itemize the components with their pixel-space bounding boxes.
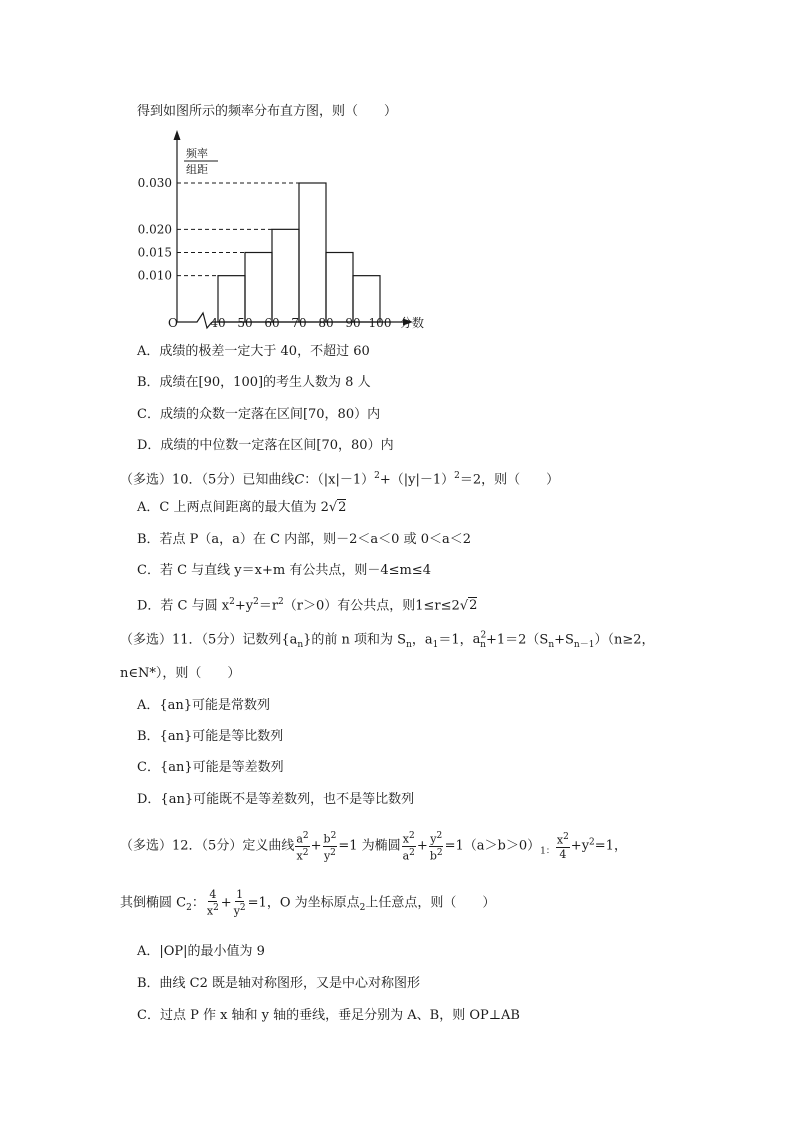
sqrt-radicand: 2 <box>338 500 347 515</box>
histogram-bar <box>326 253 353 323</box>
exp: 2 <box>374 471 380 481</box>
x-axis-left <box>177 313 212 328</box>
y-tick-label: 0.020 <box>137 222 172 237</box>
q12-option-a: A．|OP|的最小值为 9 <box>137 944 265 959</box>
q10-option-c: C．若 C 与直线 y＝x+m 有公共点，则－4≤m≤4 <box>137 563 431 578</box>
y-axis-label-bottom: 组距 <box>186 163 208 176</box>
sub: n <box>297 639 304 650</box>
q11-stem-e: +1＝2（S <box>485 632 549 648</box>
q12-stem2-c: =1，O 为坐标原点 <box>247 895 360 911</box>
q12-option-c: C．过点 P 作 x 轴和 y 轴的垂线，垂足分别为 A、B，则 OP⊥AB <box>137 1008 520 1023</box>
q12-stem: （多选）12．（5分）定义曲线 $\frac{a^2}{x^2}$ + $\frac{b^2}{y^2}$ =1 为椭圆 $\frac{x^2}{a^2}$ + $\frac{y^2}{b^2}$ $=1(a>b>0)_{1:}$ $\frac{x^2}{4}$ $+y^2=1$， <box>120 831 627 863</box>
q11-stem <box>120 626 655 655</box>
q11-option-b: B．{an}可能是等比数列 <box>137 729 284 744</box>
x-tick-label: 60 <box>264 316 280 330</box>
q9-option-d: D．成绩的中位数一定落在区间[70，80）内 <box>137 438 394 453</box>
q10-stem-c: +（|y|－1） <box>379 472 455 488</box>
q9-option-a: A．成绩的极差一定大于 40，不超过 60 <box>137 344 370 359</box>
q10-stem-a: （多选）10．（5分）已知曲线 <box>120 472 295 488</box>
q10-stem-b: ：（|x|－1） <box>304 472 375 488</box>
q12-stem-f: =1， <box>594 838 627 854</box>
q10-option-b: B．若点 P（a，a）在 C 内部，则－2＜a＜0 或 0＜a＜2 <box>137 532 471 547</box>
q12-stem2-d: 上任意点，则（ ） <box>365 895 496 911</box>
q11-stem-b: }的前 n 项和为 S <box>303 632 407 648</box>
y-tick-label: 0.010 <box>137 268 172 283</box>
histogram-bar <box>272 229 299 322</box>
a-n-squared: $a^2_n$ <box>472 631 487 650</box>
frequency-histogram <box>0 0 794 340</box>
q12-stem-b: =1 为椭圆 <box>338 838 401 854</box>
q11-stem-a: （多选）11．（5分）记数列{a <box>120 632 298 648</box>
fraction: $\frac{a^2}{x^2}$ <box>296 831 309 863</box>
q10-stem <box>120 466 559 490</box>
q10-option-d <box>137 592 477 616</box>
q12-stem2-a: 其倒椭圆 C <box>120 895 187 911</box>
question-intro: 得到如图所示的频率分布直方图，则（ ） <box>137 104 398 119</box>
q11-stem-d: ＝1， <box>438 632 473 648</box>
sub: 2 <box>359 902 366 913</box>
x-tick-label: 90 <box>345 316 361 330</box>
exp: 2 <box>229 597 235 607</box>
q10-option-d-a: D．若 C 与圆 x <box>137 598 230 614</box>
sqrt-radicand: 2 <box>469 598 478 614</box>
q9-option-c: C．成绩的众数一定落在区间[70，80）内 <box>137 407 381 422</box>
fraction: $\frac{b^2}{y^2}$ <box>323 831 337 863</box>
y-tick-label: 0.015 <box>137 245 172 260</box>
x-tick-label: 80 <box>318 316 334 330</box>
q11-stem-c: ，a <box>411 632 433 648</box>
q10-option-a <box>137 498 346 518</box>
y-axis-label-top: 频率 <box>186 147 208 160</box>
histogram-bar <box>245 253 272 323</box>
q12-stem-c: =1（a＞b＞0） <box>444 838 541 854</box>
origin-label: O <box>168 316 178 330</box>
q12-stem2-b: ： <box>191 895 205 911</box>
q12-stem-a: （多选）12．（5分）定义曲线 <box>120 838 295 854</box>
y-axis-arrow <box>174 130 181 140</box>
x-axis-label: 分数 <box>400 316 425 330</box>
fraction: $\frac{1}{y^2}$ <box>233 888 246 918</box>
q11-option-a: A．{an}可能是常数列 <box>137 698 271 713</box>
q11-stem-g: ）（n≥2， <box>594 632 655 648</box>
fraction: $\frac{x^2}{a^2}$ <box>402 831 415 863</box>
x-tick-label: 70 <box>291 316 307 330</box>
q11-option-d: D．{an}可能既不是等差数列，也不是等比数列 <box>137 792 415 807</box>
x-tick-label: 50 <box>237 316 253 330</box>
q12-stem-e: +y <box>570 838 590 854</box>
sub: 2 <box>186 902 192 913</box>
curve-c: C <box>294 472 305 488</box>
x-tick-label: 40 <box>210 316 226 330</box>
q10-option-d-d: （r＞0）有公共点，则1≤r≤2 <box>283 598 460 614</box>
q12-option-b: B．曲线 C2 既是轴对称图形，又是中心对称图形 <box>137 976 421 991</box>
fraction: $\frac{y^2}{b^2}$ <box>429 831 443 863</box>
q11-stem-line2: n∈N*），则（ ） <box>120 666 241 681</box>
q10-stem-d: ＝2，则（ ） <box>459 472 560 488</box>
sub: n－1 <box>573 639 595 650</box>
fraction: $\frac{x^2}{4}$ <box>556 832 569 861</box>
exp: 2 <box>454 471 460 481</box>
fraction: $\frac{4}{x^2}$ <box>206 888 219 918</box>
sub: 1 <box>432 639 439 650</box>
histogram-bar <box>299 183 326 322</box>
q10-option-d-b: +y <box>234 598 254 614</box>
sub: n <box>406 639 412 650</box>
exp: 2 <box>253 597 259 607</box>
y-tick-label: 0.030 <box>137 176 172 190</box>
sqrt-sign: √ <box>459 598 469 614</box>
q10-option-a-text: A．C 上两点间距离的最大值为 2 <box>137 500 329 515</box>
q12-stem-line2: 其倒椭圆 $C_2$： $\frac{4}{x^2}$ + $\frac{1}{y^2}$ =1，O 为坐标原点$_2$上任意点，则（ ） <box>120 888 496 918</box>
q11-option-c: C．{an}可能是等差数列 <box>137 760 284 775</box>
q10-option-d-c: ＝r <box>258 598 279 614</box>
sub: n <box>548 639 555 650</box>
q11-stem-f: +S <box>554 632 574 648</box>
exp: 2 <box>589 837 595 848</box>
q9-option-b: B．成绩在[90，100]的考生人数为 8 人 <box>137 375 371 390</box>
exp: 2 <box>278 597 284 607</box>
q12-stem-d: 1： <box>540 846 555 857</box>
sqrt-sign: √ <box>328 500 338 515</box>
x-tick-label: 100 <box>368 316 392 330</box>
